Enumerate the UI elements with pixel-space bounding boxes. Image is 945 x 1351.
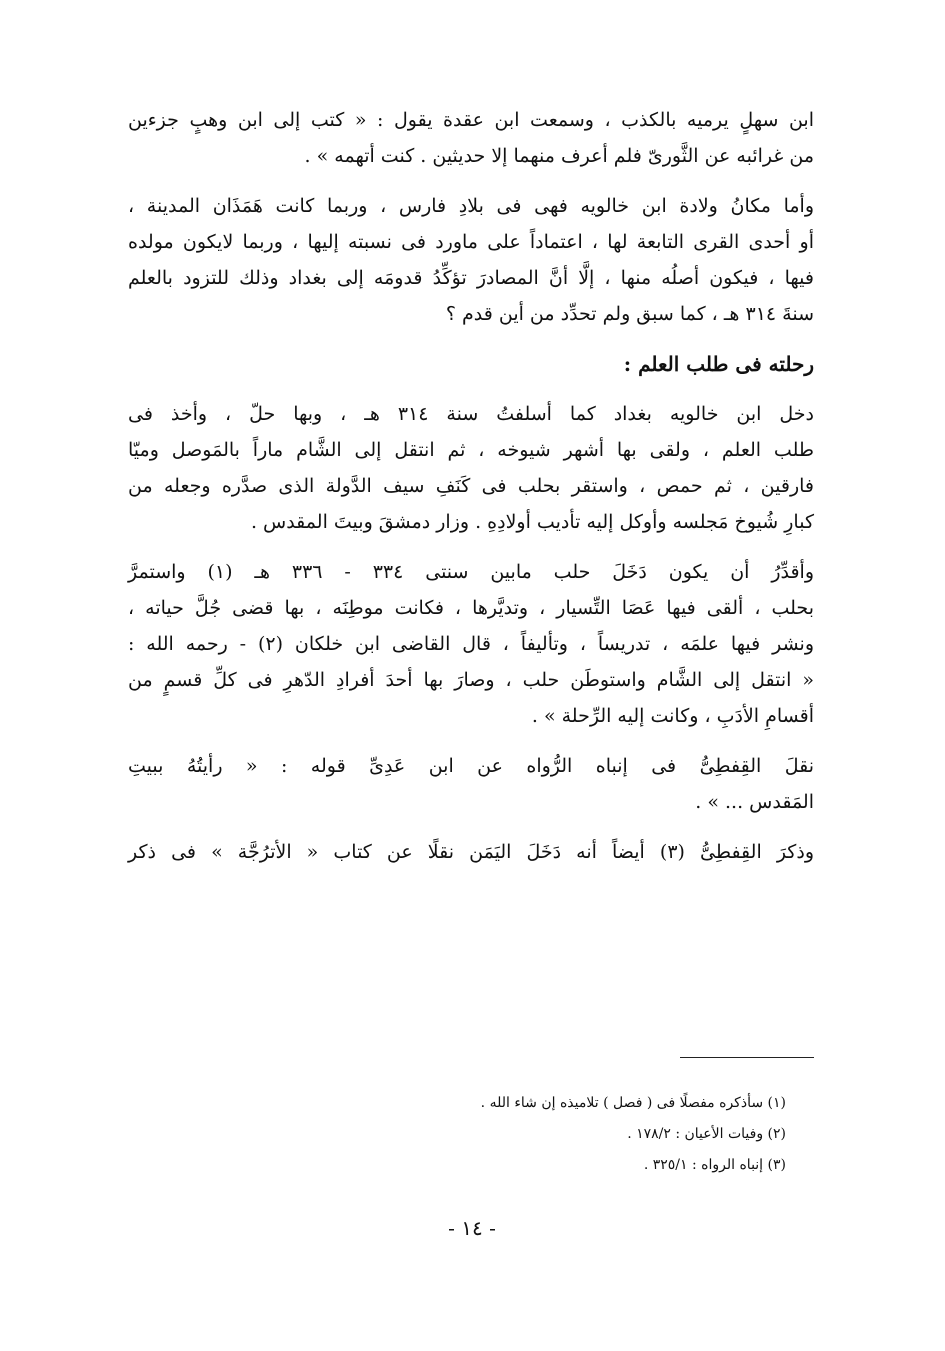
text-line: ونشر فيها علمَه ، تدريساً ، وتأليفاً ، قال القاضى ابن خلكان (٢) - رحمه الله : <box>128 633 814 655</box>
text-line: ابن سهلٍ يرميه بالكذب ، وسمعت ابن عقدة يقول : « كتب إلى ابن وهبٍ جزءين <box>128 109 814 131</box>
text-line: طلب العلم ، ولقى بها أشهر شيوخه ، ثم انتقل إلى الشَّام ماراً بالمَوصل وميّا <box>128 439 814 461</box>
paragraph-1 <box>128 102 814 174</box>
section-heading: رحلته فى طلب العلم : <box>623 352 814 376</box>
text-line: أو أحدى القرى التابعة لها ، اعتماداً على ماورد فى نسبته إليها ، وربما لايكون مولده <box>128 231 814 253</box>
footnotes <box>300 1088 786 1181</box>
text-line: دخل ابن خالويه بغداد كما أسلفتُ سنة ٣١٤ هـ ، وبها حلّ ، وأخذ فى <box>128 403 814 425</box>
text-line: من غرائبه عن الثَّورىّ فلم أعرف منهما إلا حديثين . كنت أتهمه » . <box>304 145 814 167</box>
paragraph-4 <box>128 554 814 734</box>
paragraph-5 <box>128 748 814 820</box>
footnote-1: (١) سأذكره مفصلًا فى ( فصل ) تلاميذه إن شاء الله . <box>480 1095 786 1111</box>
text-line: المَقدس ... » . <box>695 791 814 813</box>
text-line: أقسامِ الأدَبِ ، وكانت إليه الرِّحلة » . <box>531 705 814 727</box>
text-line: بحلب ، ألقى فيها عَصَا التِّسيار ، وتديَّرها ، فكانت موطِنَه ، بها قضى جُلَّ حياته ، <box>128 597 814 619</box>
text-line: وأما مكانُ ولادة ابن خالويه فهى فى بلادِ فارس ، وربما كانت هَمَذَان المدينة ، <box>128 195 814 217</box>
paragraph-6 <box>128 834 814 870</box>
text-line: « انتقل إلى الشَّام واستوطَن حلب ، وصارَ بها أحدَ أفرادِ الدّهرِ فى كلِّ قسمٍ من <box>128 669 814 691</box>
text-line: فارقين ، ثم حمص ، واستقر بحلب فى كَنَفِ سيف الدَّولة الذى صدَّره وجعله من <box>128 475 814 497</box>
footnote-3: (٣) إنباه الرواه : ٣٢٥/١ . <box>643 1157 786 1173</box>
text-line: فيها ، فيكون أصلُه منها ، إلَّا أنَّ المصادرَ تؤكِّدُ قدومَه إلى بغداد وذلك للتزود بالعلم <box>128 267 814 289</box>
footnote-2: (٢) وفيات الأعيان : ١٧٨/٢ . <box>627 1126 786 1142</box>
paragraph-2 <box>128 188 814 332</box>
footnote-divider <box>680 1057 814 1058</box>
text-line: وذكرَ القِفطِىُّ (٣) أيضاً أنه دَخَلَ اليَمَن نقلًا عن كتاب « الأترُجَّة » فى ذكر <box>128 841 814 863</box>
text-line: وأقدِّرُ أن يكون دَخَلَ حلب مابين سنتى ٣٣٤ - ٣٣٦ هـ (١) واستمرَّ <box>128 561 815 583</box>
text-line: كبارِ شُيوخ مَجلسه وأوكل إليه تأديب أولادِهِ . وزار دمشقَ وبيتَ المقدس . <box>250 511 814 533</box>
main-text <box>128 102 814 884</box>
page-number: - ١٤ - <box>448 1216 496 1240</box>
paragraph-3 <box>128 396 814 540</box>
text-line: نقلَ القِفطِىُّ فى إنباه الرُّواه عن ابن عَدِىِّ قوله : « رأيتُهُ ببيتِ <box>128 755 814 777</box>
text-line: سنةَ ٣١٤ هـ ، كما سبق ولم تحدِّد من أين قدم ؟ <box>445 303 814 325</box>
